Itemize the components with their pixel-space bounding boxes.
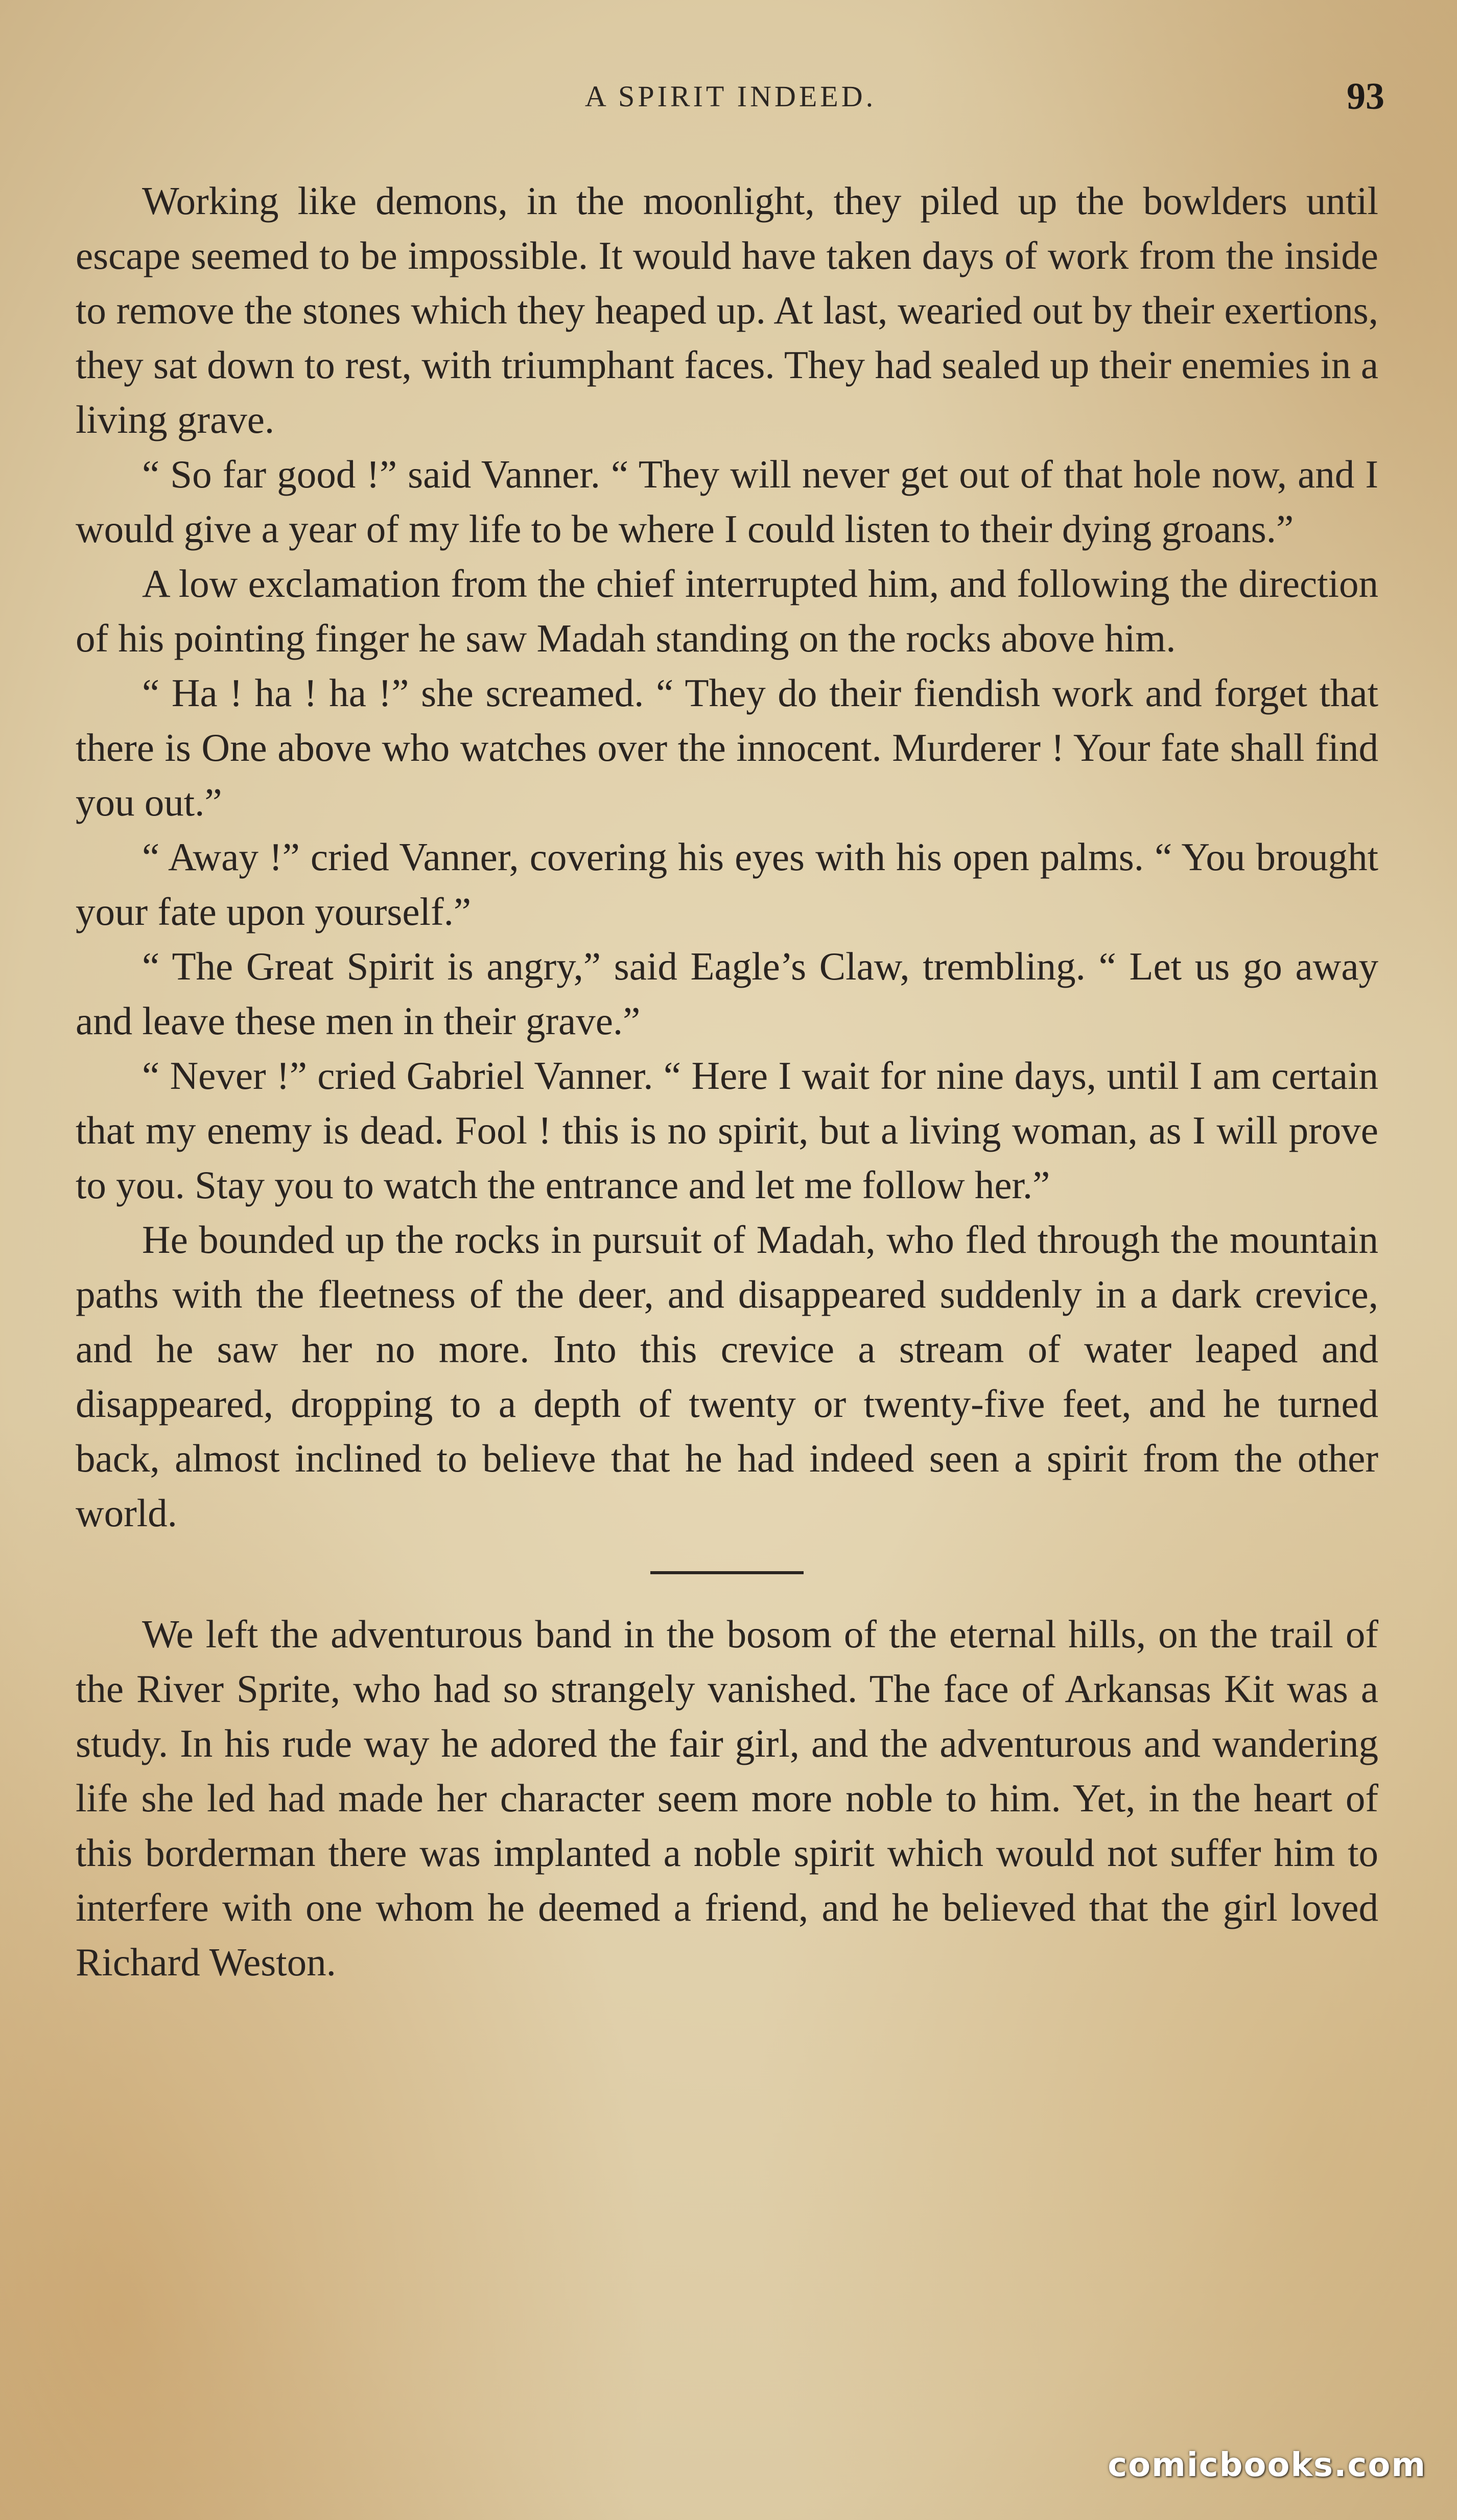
section-divider	[650, 1571, 804, 1574]
paragraph: He bounded up the rocks in pursuit of Madah, who fled through the mountain paths with the fleetness of the deer, and disappeared suddenly in a dark crevice, and he saw her no more. Into this crevice a stream of water leaped and disappeared, dropping to a depth of twenty or twenty-five feet, and he turned back, almost inclined to believe that he had indeed seen a spirit from the other world.	[76, 1218, 1378, 1535]
page-header	[77, 76, 1384, 125]
paragraph: “ Ha ! ha ! ha !” she screamed. “ They do their fiendish work and forget that there is One above who watches over the innocent. Murderer ! Your fate shall find you out.”	[76, 671, 1378, 824]
page-number: 93	[1347, 76, 1384, 118]
running-title: A SPIRIT INDEED.	[584, 80, 877, 113]
watermark: comicbooks.com	[1108, 2446, 1426, 2484]
paragraph: “ So far good !” said Vanner. “ They will never get out of that hole now, and I would give a year of my life to be where I could listen to their dying groans.”	[76, 452, 1378, 551]
paragraph: “ The Great Spirit is angry,” said Eagle’s Claw, trembling. “ Let us go away and leave these men in their grave.”	[76, 944, 1378, 1043]
paragraph: “ Never !” cried Gabriel Vanner. “ Here I wait for nine days, until I am certain that my enemy is dead. Fool ! this is no spirit, but a living woman, as I will prove to you. Stay you to watch the entrance and let me follow her.”	[76, 1054, 1378, 1207]
paragraph: We left the adventurous band in the bosom of the eternal hills, on the trail of the River Sprite, who had so strangely vanished. The face of Arkansas Kit was a study. In his rude way he adored the fair girl, and the adventurous and wandering life she led had made her character seem more noble to him. Yet, in the heart of this borderman there was implanted a noble spirit which would not suffer him to interfere with one whom he deemed a friend, and he believed that the girl loved Richard Weston.	[76, 1612, 1378, 1984]
paragraph: “ Away !” cried Vanner, covering his eyes with his open palms. “ You brought your fate upon yourself.”	[76, 835, 1378, 934]
paragraph: A low exclamation from the chief interrupted him, and following the direction of his pointing finger he saw Madah standing on the rocks above him.	[76, 562, 1378, 660]
paragraph: Working like demons, in the moonlight, they piled up the bowlders until escape seemed to be impossible. It would have taken days of work from the inside to remove the stones which they heaped up. At last, wearied out by their exertions, they sat down to rest, with triumphant faces. They had sealed up their enemies in a living grave.	[76, 179, 1378, 441]
body-text	[76, 174, 1378, 1990]
